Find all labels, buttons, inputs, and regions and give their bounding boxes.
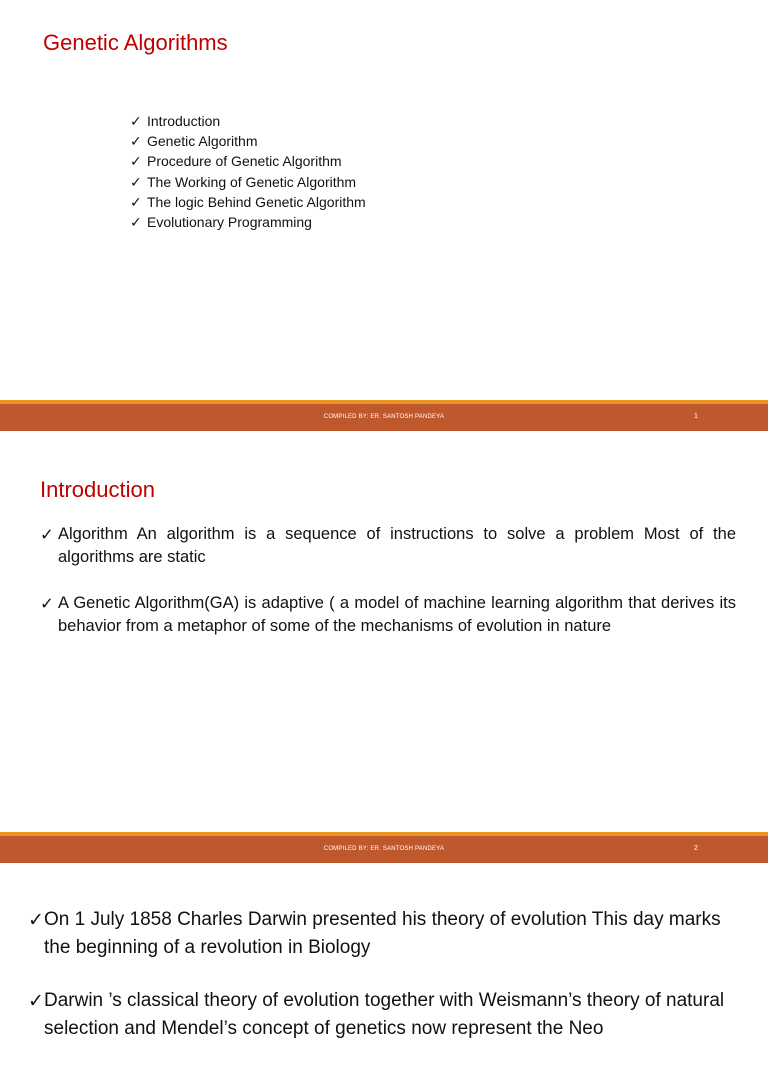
slide-1	[0, 0, 768, 432]
toc-item-label: The logic Behind Genetic Algorithm	[147, 193, 366, 210]
bullet-list	[40, 523, 736, 661]
bullet-item	[28, 906, 748, 962]
footer-credit: COMPILED BY: ER. SANTOSH PANDEYA	[323, 414, 445, 420]
table-of-contents	[130, 112, 366, 233]
checkmark-icon: ✓	[130, 134, 142, 151]
toc-item	[130, 152, 366, 172]
toc-item	[130, 173, 366, 193]
slide-title: Genetic Algorithms	[43, 30, 228, 55]
checkmark-icon: ✓	[130, 194, 142, 211]
bullet-text: Algorithm An algorithm is a sequence of instructions to solve a problem Most of the algorithms are static	[58, 525, 736, 566]
toc-item-label: Introduction	[147, 113, 221, 129]
slide-footer	[0, 400, 768, 431]
slide-3	[0, 865, 768, 1039]
toc-item-label: The Working of Genetic Algorithm	[147, 173, 357, 190]
slide-title: Introduction	[40, 477, 155, 502]
bullet-text: On 1 July 1858 Charles Darwin presented his theory of evolution This day marks the beginning of a revolution in Biology	[44, 909, 721, 958]
bullet-item	[28, 987, 748, 1043]
page-number: 2	[694, 845, 698, 852]
checkmark-icon: ✓	[40, 594, 54, 613]
bullet-item	[40, 523, 736, 569]
bullet-list	[28, 906, 748, 1068]
checkmark-icon: ✓	[130, 154, 142, 171]
toc-item-label: Evolutionary Programming	[147, 214, 312, 231]
bullet-text: A Genetic Algorithm(GA) is adaptive ( a model of machine learning algorithm that derives its behavior from a metaphor of some of the mechanisms of evolution in nature	[58, 594, 736, 635]
checkmark-icon: ✓	[130, 174, 142, 191]
page-number: 1	[694, 413, 698, 420]
slide-footer	[0, 832, 768, 863]
checkmark-icon: ✓	[28, 990, 44, 1012]
toc-item	[130, 112, 366, 132]
slide-2	[0, 432, 768, 865]
toc-item	[130, 213, 366, 233]
checkmark-icon: ✓	[40, 525, 54, 544]
toc-item	[130, 193, 366, 213]
toc-item	[130, 132, 366, 152]
toc-item-label: Genetic Algorithm	[147, 133, 258, 150]
bullet-item	[40, 592, 736, 638]
bullet-text: Darwin ’s classical theory of evolution together with Weismann’s theory of natural selection and Mendel’s concept of genetics now represent the Neo	[44, 990, 725, 1039]
checkmark-icon: ✓	[130, 114, 142, 130]
checkmark-icon: ✓	[130, 215, 142, 232]
toc-item-label: Procedure of Genetic Algorithm	[147, 153, 342, 170]
footer-credit: COMPILED BY: ER. SANTOSH PANDEYA	[323, 846, 445, 852]
checkmark-icon: ✓	[28, 909, 44, 931]
